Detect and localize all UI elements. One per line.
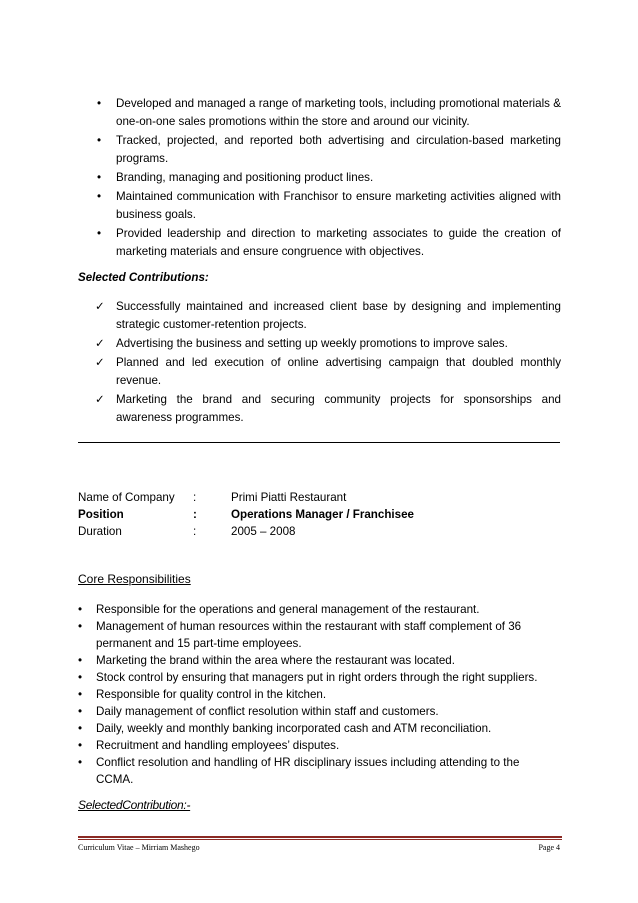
list-item: • Branding, managing and positioning product lines. <box>93 169 561 187</box>
list-item: ✓ Marketing the brand and securing community projects for sponsorships and awareness programmes. <box>95 393 561 424</box>
job-info <box>78 489 414 540</box>
bullet-icon: • <box>78 705 83 718</box>
company-label: Name of Company <box>78 491 175 504</box>
bullet-icon: • <box>97 190 102 203</box>
list-item: • Marketing the brand within the area where the restaurant was located. <box>78 654 455 667</box>
list-item: • Management of human resources within the restaurant with staff complement of 36 permanent and 15 part-time employees. <box>78 620 522 650</box>
footer-rule-thick <box>78 836 562 838</box>
list-item: • Daily management of conflict resolution within staff and customers. <box>78 705 439 718</box>
footer-rule-thin <box>78 839 562 840</box>
list-item: • Stock control by ensuring that managers put in right orders through the right suppliers. <box>78 671 538 684</box>
bullet-icon: • <box>78 671 83 684</box>
bullet-icon: • <box>78 756 83 769</box>
section-divider <box>78 442 560 443</box>
core-responsibilities-heading: Core Responsibilities <box>78 572 191 586</box>
list-item: ✓ Successfully maintained and increased client base by designing and implementing strategic customer-retention projects. <box>95 300 561 331</box>
colon: : <box>193 508 197 521</box>
company-row <box>78 489 414 506</box>
list-item: • Responsible for the operations and general management of the restaurant. <box>78 603 480 616</box>
bullet-icon: • <box>78 620 83 633</box>
bullet-icon: • <box>97 227 102 240</box>
bullet-icon: • <box>97 171 102 184</box>
bullet-icon: • <box>78 722 83 735</box>
selected-contributions-heading: Selected Contributions: <box>78 271 209 284</box>
colon: : <box>193 525 197 538</box>
bullet-icon: • <box>97 97 102 110</box>
checkmark-icon: ✓ <box>95 356 105 369</box>
selected-contribution-heading: SelectedContribution:- <box>78 798 191 812</box>
position-row <box>78 506 414 523</box>
core-responsibilities-list <box>78 601 558 788</box>
footer-cv-title: Curriculum Vitae – Mirriam Mashego <box>78 843 200 852</box>
footer-page-number: Page 4 <box>538 843 560 852</box>
bullet-icon: • <box>97 134 102 147</box>
checkmark-icon: ✓ <box>95 337 105 350</box>
position-label: Position <box>78 508 124 521</box>
marketing-duties-list <box>93 95 561 262</box>
list-item: • Tracked, projected, and reported both advertising and circulation-based marketing programs. <box>97 134 561 165</box>
bullet-icon: • <box>78 688 83 701</box>
selected-contributions-list <box>93 298 561 428</box>
list-item: • Responsible for quality control in the kitchen. <box>78 688 327 701</box>
list-item: • Provided leadership and direction to marketing associates to guide the creation of marketing materials and ensure congruence with objectives. <box>97 227 561 258</box>
bullet-icon: • <box>78 654 83 667</box>
list-item: • Developed and managed a range of marketing tools, including promotional materials & one-on-one sales promotions within the store and around our vicinity. <box>97 97 561 128</box>
list-item: • Maintained communication with Franchisor to ensure marketing activities aligned with business goals. <box>97 190 561 221</box>
list-item: • Conflict resolution and handling of HR disciplinary issues including attending to the CCMA. <box>78 756 520 786</box>
duration-label: Duration <box>78 525 122 538</box>
list-item: • Daily, weekly and monthly banking incorporated cash and ATM reconciliation. <box>78 722 492 735</box>
duration-row <box>78 523 414 540</box>
list-item: • Recruitment and handling employees’ disputes. <box>78 739 340 752</box>
colon: : <box>193 491 197 504</box>
bullet-icon: • <box>78 739 83 752</box>
list-item: ✓ Advertising the business and setting up weekly promotions to improve sales. <box>93 335 561 353</box>
bullet-icon: • <box>78 603 83 616</box>
company-value: Primi Piatti Restaurant <box>231 491 347 504</box>
list-item: ✓ Planned and led execution of online advertising campaign that doubled monthly revenue. <box>95 356 561 387</box>
position-value: Operations Manager / Franchisee <box>231 508 414 521</box>
checkmark-icon: ✓ <box>95 393 105 406</box>
duration-value: 2005 – 2008 <box>231 525 296 538</box>
checkmark-icon: ✓ <box>95 300 105 313</box>
